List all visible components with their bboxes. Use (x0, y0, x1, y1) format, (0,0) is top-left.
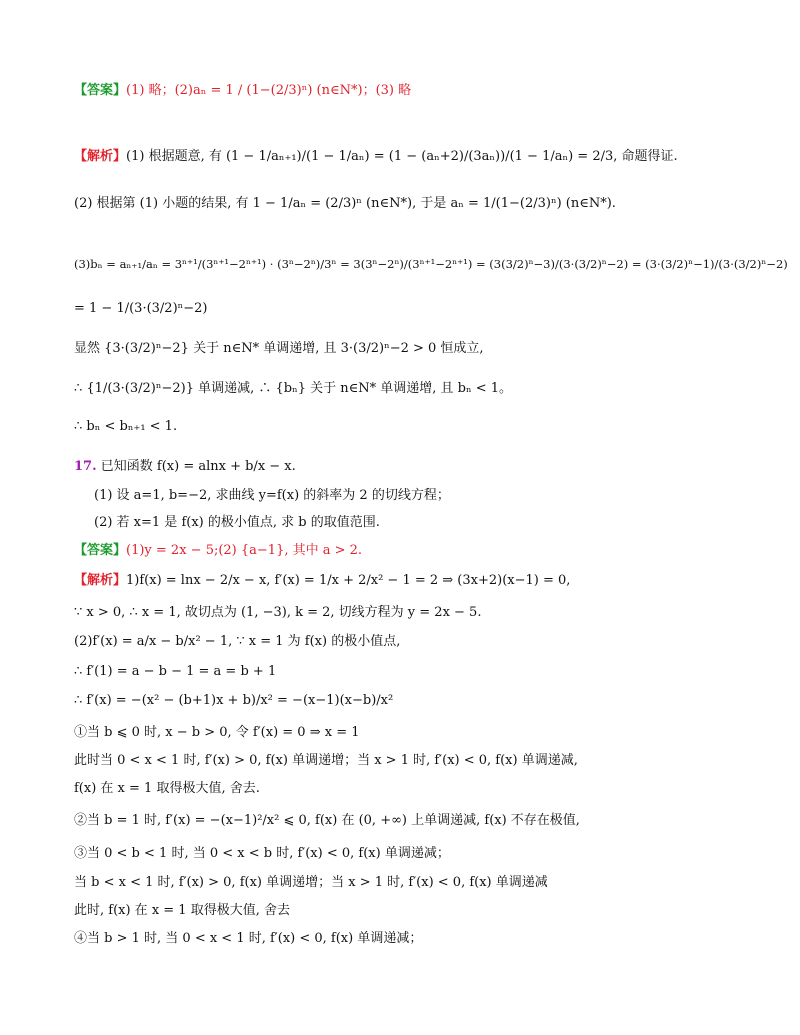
q17-analysis-line-8 (74, 780, 260, 798)
question-number: 17. (74, 459, 97, 474)
q17-part-2-text: (2) 若 x=1 是 f(x) 的极小值点, 求 b 的取值范围. (94, 515, 380, 530)
q16-analysis-line-4 (74, 300, 208, 318)
q16-analysis-text-2: (2) 根据第 (1) 小题的结果, 有 1 − 1/aₙ = (2/3)ⁿ (n∈N*), 于是 aₙ = 1/(1−(2/3)ⁿ) (n∈N*). (74, 196, 616, 211)
q17-analysis-line-2 (74, 604, 481, 622)
q17-analysis-text-6: ①当 b ⩽ 0 时, x − b > 0, 令 f′(x) = 0 ⇒ x = 1 (74, 725, 360, 740)
answer-tag: 【答案】 (74, 83, 127, 98)
q17-analysis-text-2: ∵ x > 0, ∴ x = 1, 故切点为 (1, −3), k = 2, 切线方程为 y = 2x − 5. (74, 605, 482, 620)
q17-analysis-line-13 (74, 930, 422, 948)
q17-analysis-line-1 (74, 572, 570, 590)
q17-analysis-text-13: ④当 b > 1 时, 当 0 < x < 1 时, f′(x) < 0, f(x) 单调递减； (74, 931, 423, 946)
q17-analysis-text-11: 当 b < x < 1 时, f′(x) > 0, f(x) 单调递增；当 x > 1 时, f′(x) < 0, f(x) 单调递减 (74, 875, 548, 890)
q17-analysis-line-12 (74, 902, 290, 920)
q16-analysis-line-6 (74, 380, 512, 398)
q17-stem-line (74, 458, 296, 476)
q16-answer-line (74, 82, 411, 100)
q17-answer-line (74, 542, 362, 560)
q17-analysis-text-10: ③当 0 < b < 1 时, 当 0 < x < b 时, f′(x) < 0, f(x) 单调递减； (74, 846, 450, 861)
q17-analysis-text-9: ②当 b = 1 时, f′(x) = −(x−1)²/x² ⩽ 0, f(x) 在 (0, +∞) 上单调递减, f(x) 不存在极值, (74, 813, 580, 828)
q17-stem: 已知函数 f(x) = alnx + b/x − x. (100, 459, 296, 474)
q17-analysis-text-5: ∴ f′(x) = −(x² − (b+1)x + b)/x² = −(x−1)(x−b)/x² (74, 693, 394, 708)
q17-analysis-line-10 (74, 845, 450, 863)
q16-answer-text: (1) 略；(2)aₙ = 1 / (1−(2/3)ⁿ) (n∈N*)；(3) 略 (126, 83, 412, 98)
analysis-tag: 【解析】 (74, 149, 127, 164)
q17-analysis-text-3: (2)f′(x) = a/x − b/x² − 1, ∵ x = 1 为 f(x) 的极小值点, (74, 634, 401, 649)
q17-analysis-text-1: 1)f(x) = lnx − 2/x − x, f′(x) = 1/x + 2/x² − 1 = 2 ⇒ (3x+2)(x−1) = 0, (126, 573, 571, 588)
q16-analysis-text-5: 显然 {3·(3/2)ⁿ−2} 关于 n∈N* 单调递增, 且 3·(3/2)ⁿ−2 > 0 恒成立, (74, 341, 484, 356)
q17-analysis-text-12: 此时, f(x) 在 x = 1 取得极大值, 舍去 (74, 903, 290, 918)
q16-analysis-line-2 (74, 195, 616, 213)
q17-analysis-text-8: f(x) 在 x = 1 取得极大值, 舍去. (74, 781, 260, 796)
q17-answer-text: (1)y = 2x − 5;(2) {a−1}, 其中 a > 2. (126, 543, 363, 558)
answer-tag: 【答案】 (74, 543, 127, 558)
q17-part-2 (94, 514, 380, 532)
q17-analysis-line-3 (74, 633, 400, 651)
q17-analysis-line-6 (74, 724, 360, 742)
q16-analysis-line-5 (74, 340, 484, 358)
q16-analysis-text-3: (3)bₙ = aₙ₊₁/aₙ = 3ⁿ⁺¹/(3ⁿ⁺¹−2ⁿ⁺¹) · (3ⁿ−2ⁿ)/3ⁿ = 3(3ⁿ−2ⁿ)/(3ⁿ⁺¹−2ⁿ⁺¹) = (3(3/2)ⁿ−3)/(3·(3/2)ⁿ−2) = (3·(3/2)ⁿ−1)/(3·(3/2)ⁿ−2) (74, 257, 788, 271)
q17-analysis-line-4 (74, 663, 276, 681)
q17-analysis-text-7: 此时当 0 < x < 1 时, f′(x) > 0, f(x) 单调递增；当 x > 1 时, f′(x) < 0, f(x) 单调递减, (74, 753, 578, 768)
q16-analysis-text-7: ∴ bₙ < bₙ₊₁ < 1. (74, 419, 178, 434)
q16-analysis-text-1: (1) 根据题意, 有 (1 − 1/aₙ₊₁)/(1 − 1/aₙ) = (1 − (aₙ+2)/(3aₙ))/(1 − 1/aₙ) = 2/3, 命题得证. (126, 149, 678, 164)
q16-analysis-text-6: ∴ {1/(3·(3/2)ⁿ−2)} 单调递减, ∴ {bₙ} 关于 n∈N* 单调递增, 且 bₙ < 1。 (74, 381, 513, 396)
q16-analysis-line-1 (74, 148, 678, 166)
q17-part-1 (94, 487, 450, 505)
q16-analysis-text-4: = 1 − 1/(3·(3/2)ⁿ−2) (74, 301, 208, 316)
q16-analysis-line-7 (74, 418, 177, 436)
q17-analysis-line-5 (74, 692, 393, 710)
q17-analysis-text-4: ∴ f′(1) = a − b − 1 = a = b + 1 (74, 664, 277, 679)
q17-part-1-text: (1) 设 a=1, b=−2, 求曲线 y=f(x) 的斜率为 2 的切线方程； (94, 488, 450, 503)
analysis-tag: 【解析】 (74, 573, 127, 588)
q17-analysis-line-7 (74, 752, 578, 770)
q17-analysis-line-11 (74, 874, 548, 892)
q17-analysis-line-9 (74, 812, 580, 830)
q16-analysis-line-3 (74, 255, 788, 273)
